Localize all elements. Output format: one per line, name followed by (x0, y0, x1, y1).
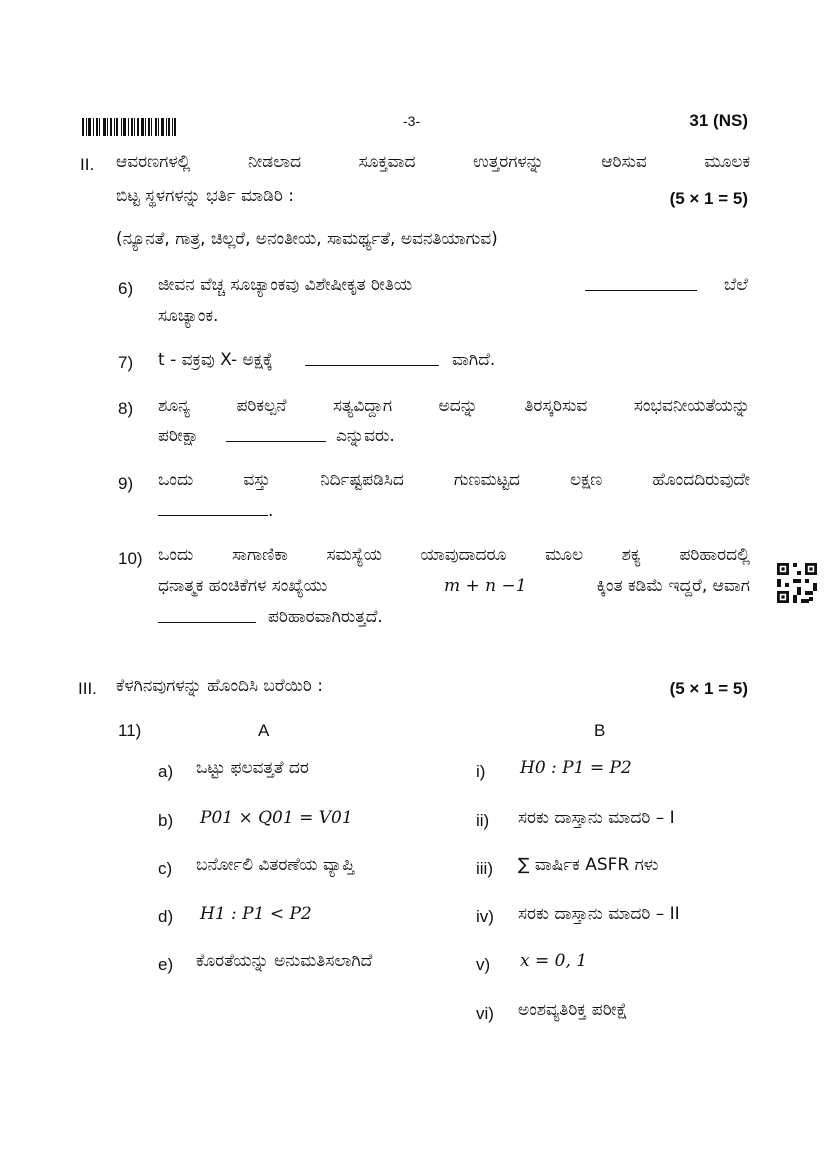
col-b-text-i: H0 : P1 = P2 (520, 758, 632, 778)
section-2-marks: (5 × 1 = 5) (669, 189, 748, 208)
page-number: -3- (403, 113, 421, 129)
col-b-label-v: v) (476, 955, 491, 974)
question-8-number: 8) (118, 399, 134, 418)
question-9-blank (158, 501, 268, 516)
question-6-text-b: ಬೆಲೆ (724, 275, 748, 295)
question-10-math: m + n −1 (444, 576, 527, 596)
col-a-text-e: ಕೊರತೆಯನ್ನು ಅನುಮತಿಸಲಾಗಿದೆ (196, 951, 373, 971)
col-b-label-vi: vi) (476, 1004, 494, 1023)
col-a-text-d: H1 : P1 < P2 (200, 904, 312, 924)
question-10-text-line1: ಒಂದು ಸಾಗಾಣಿಕಾ ಸಮಸ್ಯೆಯ ಯಾವುದಾದರೂ ಮೂಲ ಶಕ್ಯ ಪರಿಹಾರದಲ್ಲಿ (158, 545, 750, 565)
col-a-text-b: P01 × Q01 = V01 (200, 808, 353, 828)
question-6-text-line2: ಸೂಚ್ಯಾಂಕ. (158, 306, 219, 326)
question-7-text-b: ವಾಗಿದೆ. (452, 350, 496, 370)
col-a-text-c: ಬರ್ನೋಲಿ ವಿತರಣೆಯ ವ್ಯಾಪ್ತಿ (196, 855, 355, 875)
col-a-label-a: a) (158, 762, 174, 781)
col-b-label-iv: iv) (476, 907, 494, 926)
question-7-blank (305, 351, 439, 366)
section-3-instruction: ಕೆಳಗಿನವುಗಳನ್ನು ಹೊಂದಿಸಿ ಬರೆಯಿರಿ : (116, 676, 323, 696)
col-b-label-ii: ii) (476, 811, 490, 830)
col-b-label-iii: iii) (476, 859, 493, 878)
question-7-number: 7) (118, 353, 134, 372)
section-2-instruction-line1: ಆವರಣಗಳಲ್ಲಿ ನೀಡಲಾದ ಸೂಕ್ತವಾದ ಉತ್ತರಗಳನ್ನು ಆರಿಸುವ ಮೂಲಕ (116, 152, 750, 172)
col-a-text-a: ಒಟ್ಟು ಫಲವತ್ತತೆ ದರ (196, 758, 309, 778)
section-2-options: (ನ್ಯೂನತೆ, ಗಾತ್ರ, ಚಿಲ್ಲರೆ, ಅನಂತೀಯ, ಸಾಮರ್ಥ್ಯತೆ, ಅವನತಿಯಾಗುವ) (116, 229, 498, 249)
section-2-roman: II. (80, 155, 95, 174)
question-9-text-line1: ಒಂದು ವಸ್ತು ನಿರ್ದಿಷ್ಟಪಡಿಸಿದ ಗುಣಮಟ್ಟದ ಲಕ್ಷಣ ಹೊಂದದಿರುವುದೇ (158, 470, 750, 490)
section-3-roman: III. (78, 679, 97, 698)
col-b-label-i: i) (476, 762, 486, 781)
paper-code: 31 (NS) (689, 111, 748, 130)
question-7-text-a: t - ವಕ್ರವು X- ಅಕ್ಷಕ್ಕೆ (158, 350, 273, 370)
question-8-text-a: ಪರೀಕ್ಷಾ (158, 426, 200, 446)
barcode (82, 118, 188, 136)
question-10-blank (158, 608, 256, 623)
question-6-number: 6) (118, 279, 134, 298)
question-10-text-b: ಕ್ಕಿಂತ ಕಡಿಮೆ ಇದ್ದರೆ, ಆವಾಗ (596, 576, 750, 596)
question-8-blank (226, 427, 326, 442)
col-b-text-iii: ∑ ವಾರ್ಷಿಕ ASFR ಗಳು (518, 855, 659, 875)
question-11-number: 11) (118, 721, 142, 740)
col-a-label-b: b) (158, 811, 174, 830)
col-b-text-vi: ಅಂಶವ್ಯತಿರಿಕ್ತ ಪರೀಕ್ಷೆ (518, 1000, 628, 1020)
column-a-header: A (258, 721, 270, 740)
section-3-marks: (5 × 1 = 5) (669, 679, 748, 698)
col-b-text-v: x = 0, 1 (520, 951, 588, 971)
question-8-text-b: ಎನ್ನುವರು. (336, 426, 395, 446)
col-b-text-iv: ಸರಕು ದಾಸ್ತಾನು ಮಾದರಿ – II (518, 904, 680, 924)
col-b-text-ii: ಸರಕು ದಾಸ್ತಾನು ಮಾದರಿ – I (518, 808, 675, 828)
question-8-text-line1: ಶೂನ್ಯ ಪರಿಕಲ್ಪನೆ ಸತ್ಯವಿದ್ದಾಗ ಅದನ್ನು ತಿರಸ್ಕರಿಸುವ ಸಂಭವನೀಯತೆಯನ್ನು (158, 396, 750, 416)
col-a-label-c: c) (158, 859, 173, 878)
question-10-text-a: ಧನಾತ್ಮಕ ಹಂಚಿಕೆಗಳ ಸಂಖ್ಯೆಯು (158, 576, 328, 596)
column-b-header: B (594, 721, 606, 740)
question-10-number: 10) (118, 549, 143, 568)
question-9-period: . (268, 501, 274, 521)
question-10-text-line3: ಪರಿಹಾರವಾಗಿರುತ್ತದೆ. (268, 607, 383, 627)
question-6-blank (585, 276, 697, 291)
qr-code-icon (777, 563, 817, 603)
col-a-label-e: e) (158, 955, 174, 974)
question-6-text-a: ಜೀವನ ವೆಚ್ಚ ಸೂಚ್ಯಾಂಕವು ವಿಶೇಷೀಕೃತ ರೀತಿಯ (158, 275, 413, 295)
question-9-number: 9) (118, 474, 134, 493)
section-2-instruction-line2: ಬಿಟ್ಟ ಸ್ಥಳಗಳನ್ನು ಭರ್ತಿ ಮಾಡಿರಿ : (116, 186, 294, 206)
col-a-label-d: d) (158, 907, 174, 926)
